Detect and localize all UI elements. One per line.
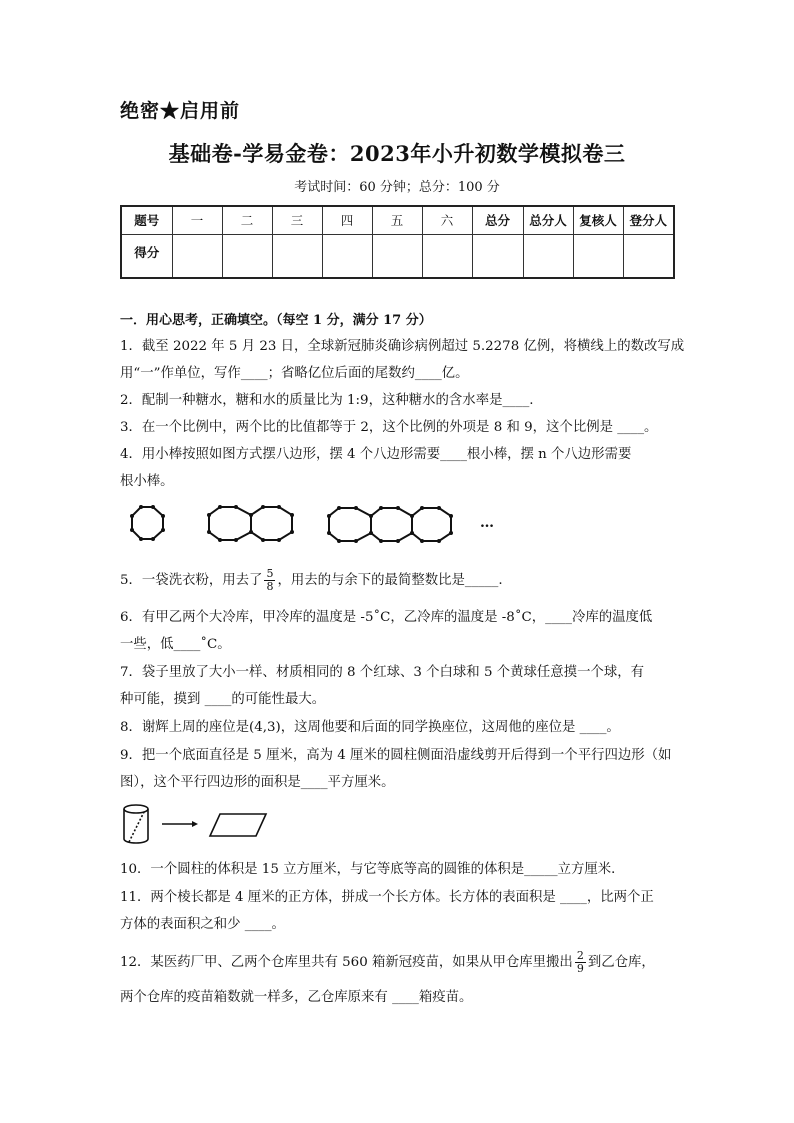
question-11-line-2: 方体的表面积之和少 ____。 bbox=[120, 917, 285, 932]
question-6-line-2: 一些，低____˚C。 bbox=[120, 637, 231, 652]
octagon-shape bbox=[329, 508, 371, 541]
secret-label: 绝密★启用前 bbox=[120, 100, 241, 122]
question-1-line-2: 用“一”作单位，写作____；省略亿位后面的尾数约____亿。 bbox=[120, 366, 469, 381]
section-title: 一．用心思考，正确填空。（每空 1 分，满分 17 分） bbox=[120, 313, 432, 328]
score-cell bbox=[623, 234, 674, 278]
cylinder-bottom bbox=[124, 839, 148, 843]
score-header-cell: 总分 bbox=[472, 206, 523, 234]
octagon-group-2 bbox=[209, 507, 292, 540]
score-header-cell: 三 bbox=[272, 206, 322, 234]
fraction-denominator: 9 bbox=[576, 962, 584, 975]
octagon-shape bbox=[132, 507, 163, 539]
score-table bbox=[120, 205, 675, 279]
question-7-line-2: 种可能，摸到 ____的可能性最大。 bbox=[120, 692, 326, 707]
score-header-cell: 登分人 bbox=[623, 206, 674, 234]
score-cell bbox=[222, 234, 272, 278]
question-8: 8．谢辉上周的座位是(4,3)，这周他要和后面的同学换座位，这周他的座位是 ____。 bbox=[120, 720, 620, 735]
score-header-cell: 复核人 bbox=[573, 206, 623, 234]
octagon-group-3 bbox=[329, 508, 451, 541]
page-title: 基础卷-学易金卷：2023年小升初数学模拟卷三 bbox=[168, 141, 626, 166]
question-3: 3．在一个比例中，两个比的比值都等于 2，这个比例的外项是 8 和 9，这个比例是 ____。 bbox=[120, 420, 658, 435]
score-header-cell: 六 bbox=[422, 206, 472, 234]
question-2: 2．配制一种糖水，糖和水的质量比为 1:9，这种糖水的含水率是____. bbox=[120, 393, 534, 408]
parallelogram-shape bbox=[210, 814, 266, 836]
octagon-shape bbox=[371, 508, 412, 541]
score-cell bbox=[172, 234, 222, 278]
fraction-five-eighths bbox=[264, 568, 275, 593]
score-cell bbox=[372, 234, 422, 278]
question-4-line-1: 4．用小棒按照如图方式摆八边形，摆 4 个八边形需要____根小棒，摆 n 个八边形需要 bbox=[120, 447, 632, 462]
question-9-line-2: 图），这个平行四边形的面积是____平方厘米。 bbox=[120, 775, 395, 790]
octagon-figure bbox=[115, 500, 515, 554]
score-table-score-row bbox=[121, 234, 674, 278]
score-cell bbox=[422, 234, 472, 278]
question-12-prefix: 12．某医药厂甲、乙两个仓库里共有 560 箱新冠疫苗，如果从甲仓库里搬出 bbox=[120, 955, 573, 970]
exam-info: 考试时间：60 分钟；总分：100 分 bbox=[294, 180, 500, 195]
octagon-shape bbox=[251, 507, 292, 540]
question-10: 10．一个圆柱的体积是 15 立方厘米，与它等底等高的圆锥的体积是_____立方厘米． bbox=[120, 862, 625, 877]
question-6-line-1: 6．有甲乙两个大冷库，甲冷库的温度是 -5˚C，乙冷库的温度是 -8˚C，____冷库的温度低 bbox=[120, 610, 653, 625]
question-11-line-1: 11．两个棱长都是 4 厘米的正方体，拼成一个长方体。长方体的表面积是 ____，比两个正 bbox=[120, 890, 654, 905]
cylinder-cut-line bbox=[129, 812, 144, 842]
question-12-line-1 bbox=[120, 950, 680, 975]
question-4-line-2: 根小棒。 bbox=[120, 474, 174, 489]
arrow-icon bbox=[192, 821, 198, 827]
score-table-header-row bbox=[121, 206, 674, 234]
score-header-cell: 题号 bbox=[121, 206, 172, 234]
score-header-cell: 四 bbox=[322, 206, 372, 234]
cylinder-unfold-figure bbox=[118, 800, 278, 852]
octagon-shape bbox=[209, 507, 251, 540]
score-cell bbox=[272, 234, 322, 278]
octagon-ellipsis: … bbox=[480, 515, 494, 531]
question-9-line-1: 9．把一个底面直径是 5 厘米，高为 4 厘米的圆柱侧面沿虚线剪开后得到一个平行四边形（如 bbox=[120, 748, 672, 763]
score-cell bbox=[573, 234, 623, 278]
score-row-label: 得分 bbox=[121, 234, 172, 278]
fraction-two-ninths bbox=[575, 950, 586, 975]
score-header-cell: 五 bbox=[372, 206, 422, 234]
score-cell bbox=[322, 234, 372, 278]
score-header-cell: 二 bbox=[222, 206, 272, 234]
question-5 bbox=[120, 568, 680, 593]
question-12-suffix: 到乙仓库， bbox=[587, 955, 655, 970]
score-header-cell: 总分人 bbox=[523, 206, 573, 234]
fraction-numerator: 5 bbox=[266, 567, 274, 580]
octagon-group-1 bbox=[132, 507, 163, 539]
question-12-line-2: 两个仓库的疫苗箱数就一样多，乙仓库原来有 ____箱疫苗。 bbox=[120, 990, 473, 1005]
score-header-cell: 一 bbox=[172, 206, 222, 234]
fraction-denominator: 8 bbox=[266, 580, 274, 593]
question-7-line-1: 7．袋子里放了大小一样、材质相同的 8 个红球、3 个白球和 5 个黄球任意摸一个球，有 bbox=[120, 665, 645, 680]
question-5-prefix: 5．一袋洗衣粉，用去了 bbox=[120, 573, 263, 588]
octagon-shape bbox=[412, 508, 451, 541]
cylinder-top bbox=[124, 805, 148, 813]
question-1-line-1: 1．截至 2022 年 5 月 23 日，全球新冠肺炎确诊病例超过 5.2278 亿例，将横线上的数改写成 bbox=[120, 339, 685, 354]
fraction-numerator: 2 bbox=[576, 949, 584, 962]
score-cell bbox=[472, 234, 523, 278]
score-cell bbox=[523, 234, 573, 278]
question-5-suffix: ，用去的与余下的最简整数比是_____. bbox=[277, 573, 503, 588]
